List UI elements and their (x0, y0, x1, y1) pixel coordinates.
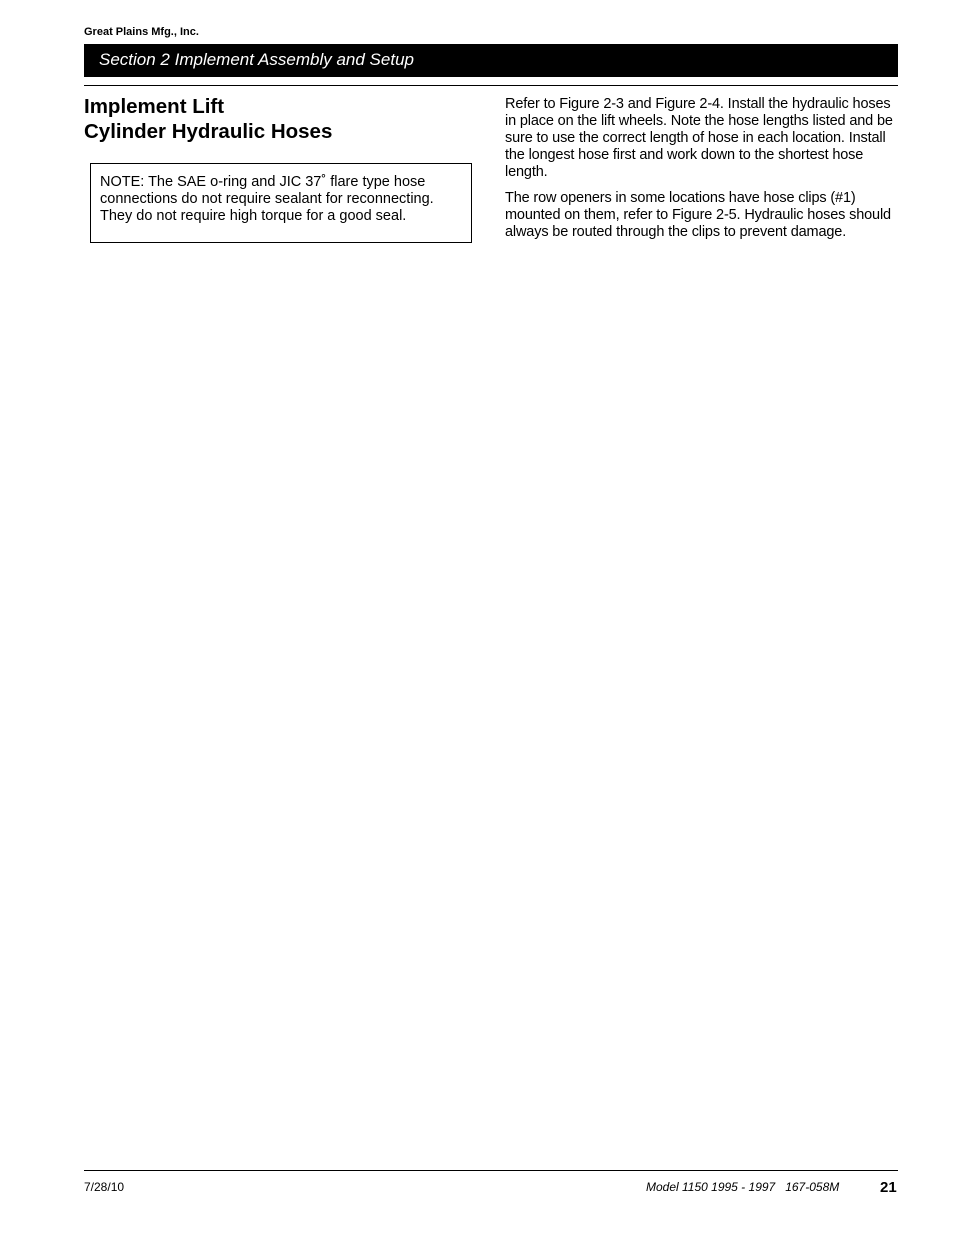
body-paragraph-1: Refer to Figure 2-3 and Figure 2-4. Install the hydraulic hoses in place on the lift wheels. Note the hose lengths listed and be sure to use the correct length of hose in each location. Install the longest hose first and work down to the shortest hose length. (505, 96, 893, 180)
footer-model: Model 1150 1995 - 1997 167-058M (646, 1180, 840, 1194)
page-heading-line-2: Cylinder Hydraulic Hoses (84, 120, 333, 143)
company-name: Great Plains Mfg., Inc. (84, 26, 199, 38)
body-text-column (505, 96, 900, 250)
section-title-bar: Section 2 Implement Assembly and Setup (84, 44, 898, 77)
note-box: NOTE: The SAE o-ring and JIC 37˚ flare type hose connections do not require sealant for reconnecting. They do not require high torque for a good seal. (90, 163, 472, 243)
footer-divider (84, 1170, 898, 1171)
header-divider (84, 85, 898, 86)
page-number: 21 (880, 1179, 897, 1196)
page-heading-line-1: Implement Lift (84, 95, 225, 118)
footer-date: 7/28/10 (84, 1180, 125, 1194)
body-paragraph-2: The row openers in some locations have hose clips (#1) mounted on them, refer to Figure 2-5. Hydraulic hoses should always be routed through the clips to prevent damage. (505, 190, 891, 240)
page-heading (84, 94, 484, 144)
